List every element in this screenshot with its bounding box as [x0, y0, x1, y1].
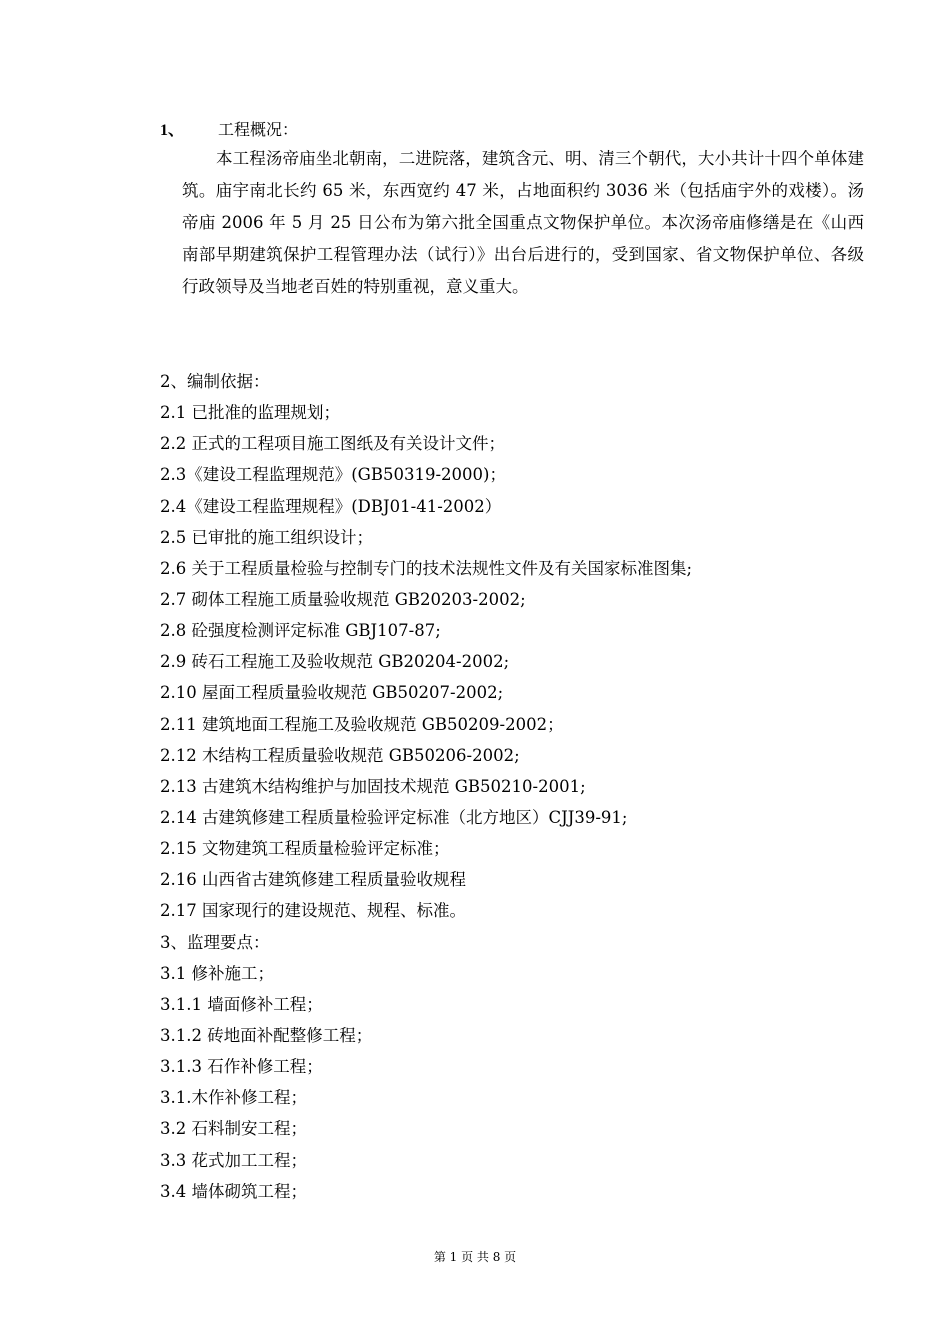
list-item: 2.3《建设工程监理规范》(GB50319-2000)； [160, 465, 506, 485]
list-item: 2.16 山西省古建筑修建工程质量验收规程 [160, 870, 466, 890]
list-item: 2、编制依据： [160, 372, 270, 391]
list-item: 2.13 古建筑木结构维护与加固技术规范 GB50210-2001; [160, 776, 586, 796]
list-item: 3.4 墙体砌筑工程； [160, 1181, 307, 1201]
list-item: 3、监理要点： [160, 932, 270, 952]
list-item: 3.3 花式加工工程； [160, 1150, 307, 1170]
list-item: 3.1.2 砖地面补配整修工程； [160, 1025, 373, 1045]
list-item: 3.1.1 墙面修补工程； [160, 994, 323, 1014]
section-heading [160, 118, 298, 143]
list-item: 2.14 古建筑修建工程质量检验评定标准（北方地区）CJJ39-91; [160, 807, 628, 827]
list-item: 2.1 已批准的监理规划； [160, 403, 340, 423]
list-item: 2.12 木结构工程质量验收规范 GB50206-2002; [160, 745, 520, 765]
list-item: 2.6 关于工程质量检验与控制专门的技术法规性文件及有关国家标准图集; [160, 558, 693, 578]
list-item: 2.17 国家现行的建设规范、规程、标准。 [160, 901, 466, 921]
list-item: 3.1 修补施工； [160, 963, 274, 983]
list-item: 2.5 已审批的施工组织设计； [160, 527, 373, 547]
list-item: 2.4《建设工程监理规程》(DBJ01-41-2002） [160, 496, 502, 516]
section-title: 工程概况： [218, 120, 299, 139]
list-item: 2.7 砌体工程施工质量验收规范 GB20203-2002; [160, 589, 526, 609]
list-item: 2.2 正式的工程项目施工图纸及有关设计文件； [160, 434, 505, 454]
list-item: 2.8 砼强度检测评定标准 GBJ107-87; [160, 621, 441, 641]
list-item: 2.15 文物建筑工程质量检验评定标准； [160, 839, 450, 859]
list-item: 2.11 建筑地面工程施工及验收规范 GB50209-2002； [160, 714, 564, 734]
list-item: 2.10 屋面工程质量验收规范 GB50207-2002; [160, 683, 504, 703]
list-item: 3.1.木作补修工程； [160, 1088, 307, 1108]
section-number: 1、 [160, 122, 185, 139]
list-item: 2.9 砖石工程施工及验收规范 GB20204-2002; [160, 652, 510, 672]
project-overview-paragraph: 本工程汤帝庙坐北朝南，二进院落，建筑含元、明、清三个朝代，大小共计十四个单体建筑。庙宇南北长约 65 米，东西宽约 47 米，占地面积约 3036 米（包括庙宇外的戏楼）。汤帝庙 2006 年 5 月 25 日公布为第六批全国重点文物保护单位。本次汤帝庙修缮是在《山西南部早期建筑保护工程管理办法（试行）》出台后进行的，受到国家、省文物保护单位、各级行政领导及当地老百姓的特别重视，意义重大。 [182, 149, 864, 296]
page-footer: 第 1 页 共 8 页 [433, 1250, 517, 1264]
content-list [160, 366, 692, 1207]
list-item: 3.2 石料制安工程； [160, 1119, 307, 1139]
list-item: 3.1.3 石作补修工程； [160, 1057, 323, 1077]
